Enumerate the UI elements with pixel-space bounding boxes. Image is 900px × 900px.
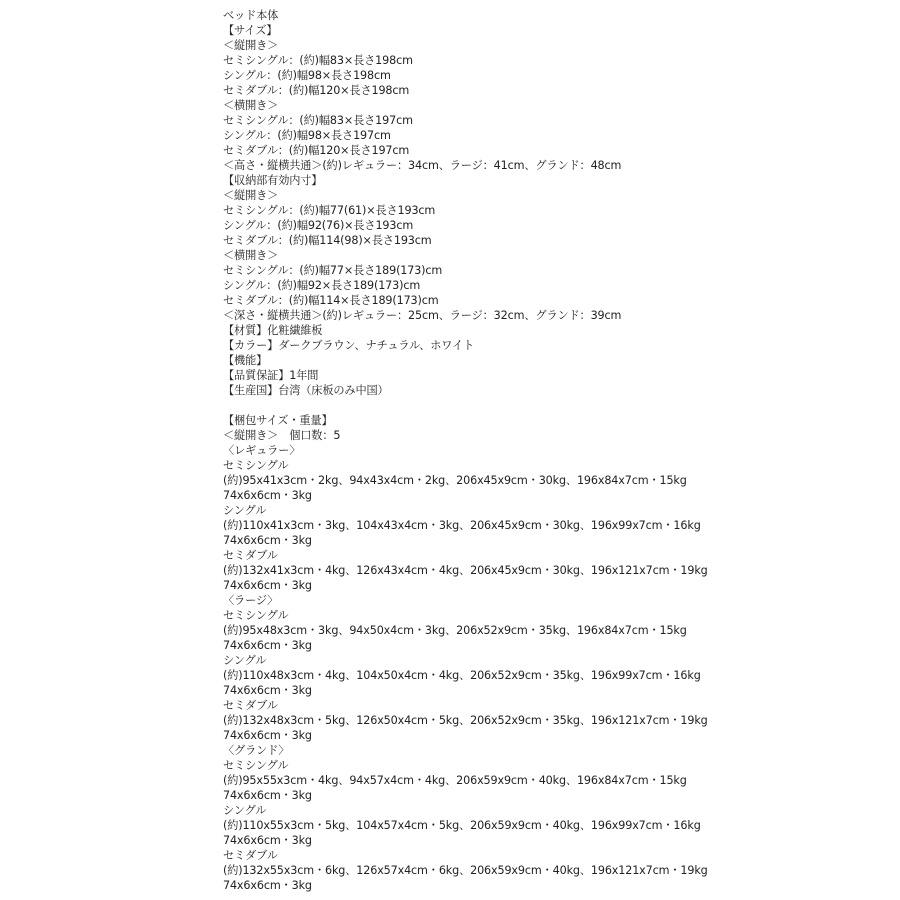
spec-line: (約)110x55x3cm・5kg、104x57x4cm・5kg、206x59x9cm・40kg、196x99x7cm・16kg [223,819,701,832]
spec-line: セミシングル [223,609,289,622]
spec-line: セミシングル：(約)幅83×長さ197cm [223,114,413,127]
spec-line: (約)95x55x3cm・4kg、94x57x4cm・4kg、206x59x9cm・40kg、196x84x7cm・15kg [223,774,687,787]
spec-line: セミシングル [223,459,289,472]
spec-line: セミダブル [223,849,278,862]
spec-line: 74x6x6cm・3kg [223,534,312,547]
spec-line: 〈ラージ〉 [223,594,279,607]
spec-line: (約)110x48x3cm・4kg、104x50x4cm・4kg、206x52x9cm・35kg、196x99x7cm・16kg [223,669,701,682]
spec-line [223,398,893,413]
spec-line: 【梱包サイズ・重量】 [223,414,333,427]
spec-line: シングル：(約)幅98×長さ198cm [223,69,391,82]
spec-line: シングル：(約)幅98×長さ197cm [223,129,391,142]
spec-line: 【カラー】ダークブラウン、ナチュラル、ホワイト [223,339,475,352]
spec-line: ＜縦開き＞ [223,39,279,52]
spec-document [223,8,893,893]
spec-line: セミダブル [223,549,278,562]
spec-line: 〈グランド〉 [223,744,290,757]
spec-line: ＜横開き＞ [223,249,279,262]
spec-line: シングル：(約)幅92(76)×長さ193cm [223,219,414,232]
spec-line: (約)95x48x3cm・3kg、94x50x4cm・3kg、206x52x9cm・35kg、196x84x7cm・15kg [223,624,687,637]
spec-line: セミダブル [223,699,278,712]
spec-line: 74x6x6cm・3kg [223,579,312,592]
spec-line: ＜縦開き＞ 個口数：5 [223,429,341,442]
spec-line: 74x6x6cm・3kg [223,729,312,742]
spec-line: ＜縦開き＞ [223,189,279,202]
spec-line: セミダブル：(約)幅114×長さ189(173)cm [223,294,439,307]
spec-line: 74x6x6cm・3kg [223,834,312,847]
spec-line: (約)110x41x3cm・3kg、104x43x4cm・3kg、206x45x9cm・30kg、196x99x7cm・16kg [223,519,701,532]
spec-line: セミシングル：(約)幅83×長さ198cm [223,54,413,67]
spec-line: ＜高さ・縦横共通＞(約)レギュラー：34cm、ラージ：41cm、グランド：48cm [223,159,622,172]
spec-line: 【サイズ】 [223,24,278,37]
spec-line: 【生産国】台湾（床板のみ中国） [223,384,389,397]
spec-line: シングル [223,804,267,817]
spec-line: (約)132x41x3cm・4kg、126x43x4cm・4kg、206x45x9cm・30kg、196x121x7cm・19kg [223,564,708,577]
spec-line: 74x6x6cm・3kg [223,489,312,502]
spec-line: セミシングル：(約)幅77(61)×長さ193cm [223,204,436,217]
spec-line: 【材質】化粧繊維板 [223,324,323,337]
spec-line: セミシングル [223,759,289,772]
spec-line: 74x6x6cm・3kg [223,684,312,697]
spec-line: 74x6x6cm・3kg [223,879,312,892]
spec-line: (約)132x48x3cm・5kg、126x50x4cm・5kg、206x52x9cm・35kg、196x121x7cm・19kg [223,714,708,727]
spec-line: 〈レギュラー〉 [223,444,301,457]
spec-line: 74x6x6cm・3kg [223,639,312,652]
spec-line: セミダブル：(約)幅120×長さ197cm [223,144,410,157]
spec-line: シングル [223,504,267,517]
spec-line: シングル [223,654,267,667]
spec-line: シングル：(約)幅92×長さ189(173)cm [223,279,421,292]
spec-line: ＜深さ・縦横共通＞(約)レギュラー：25cm、ラージ：32cm、グランド：39cm [223,309,622,322]
spec-line: 【品質保証】1年間 [223,369,319,382]
spec-line: (約)132x55x3cm・6kg、126x57x4cm・6kg、206x59x9cm・40kg、196x121x7cm・19kg [223,864,708,877]
spec-line: 【収納部有効内寸】 [223,174,323,187]
spec-line: セミダブル：(約)幅120×長さ198cm [223,84,410,97]
spec-line: ベッド本体 [223,9,279,22]
spec-line: セミダブル：(約)幅114(98)×長さ193cm [223,234,432,247]
spec-line: 74x6x6cm・3kg [223,789,312,802]
spec-line: (約)95x41x3cm・2kg、94x43x4cm・2kg、206x45x9cm・30kg、196x84x7cm・15kg [223,474,687,487]
spec-line: セミシングル：(約)幅77×長さ189(173)cm [223,264,443,277]
spec-line: 【機能】 [223,354,268,367]
spec-line: ＜横開き＞ [223,99,279,112]
